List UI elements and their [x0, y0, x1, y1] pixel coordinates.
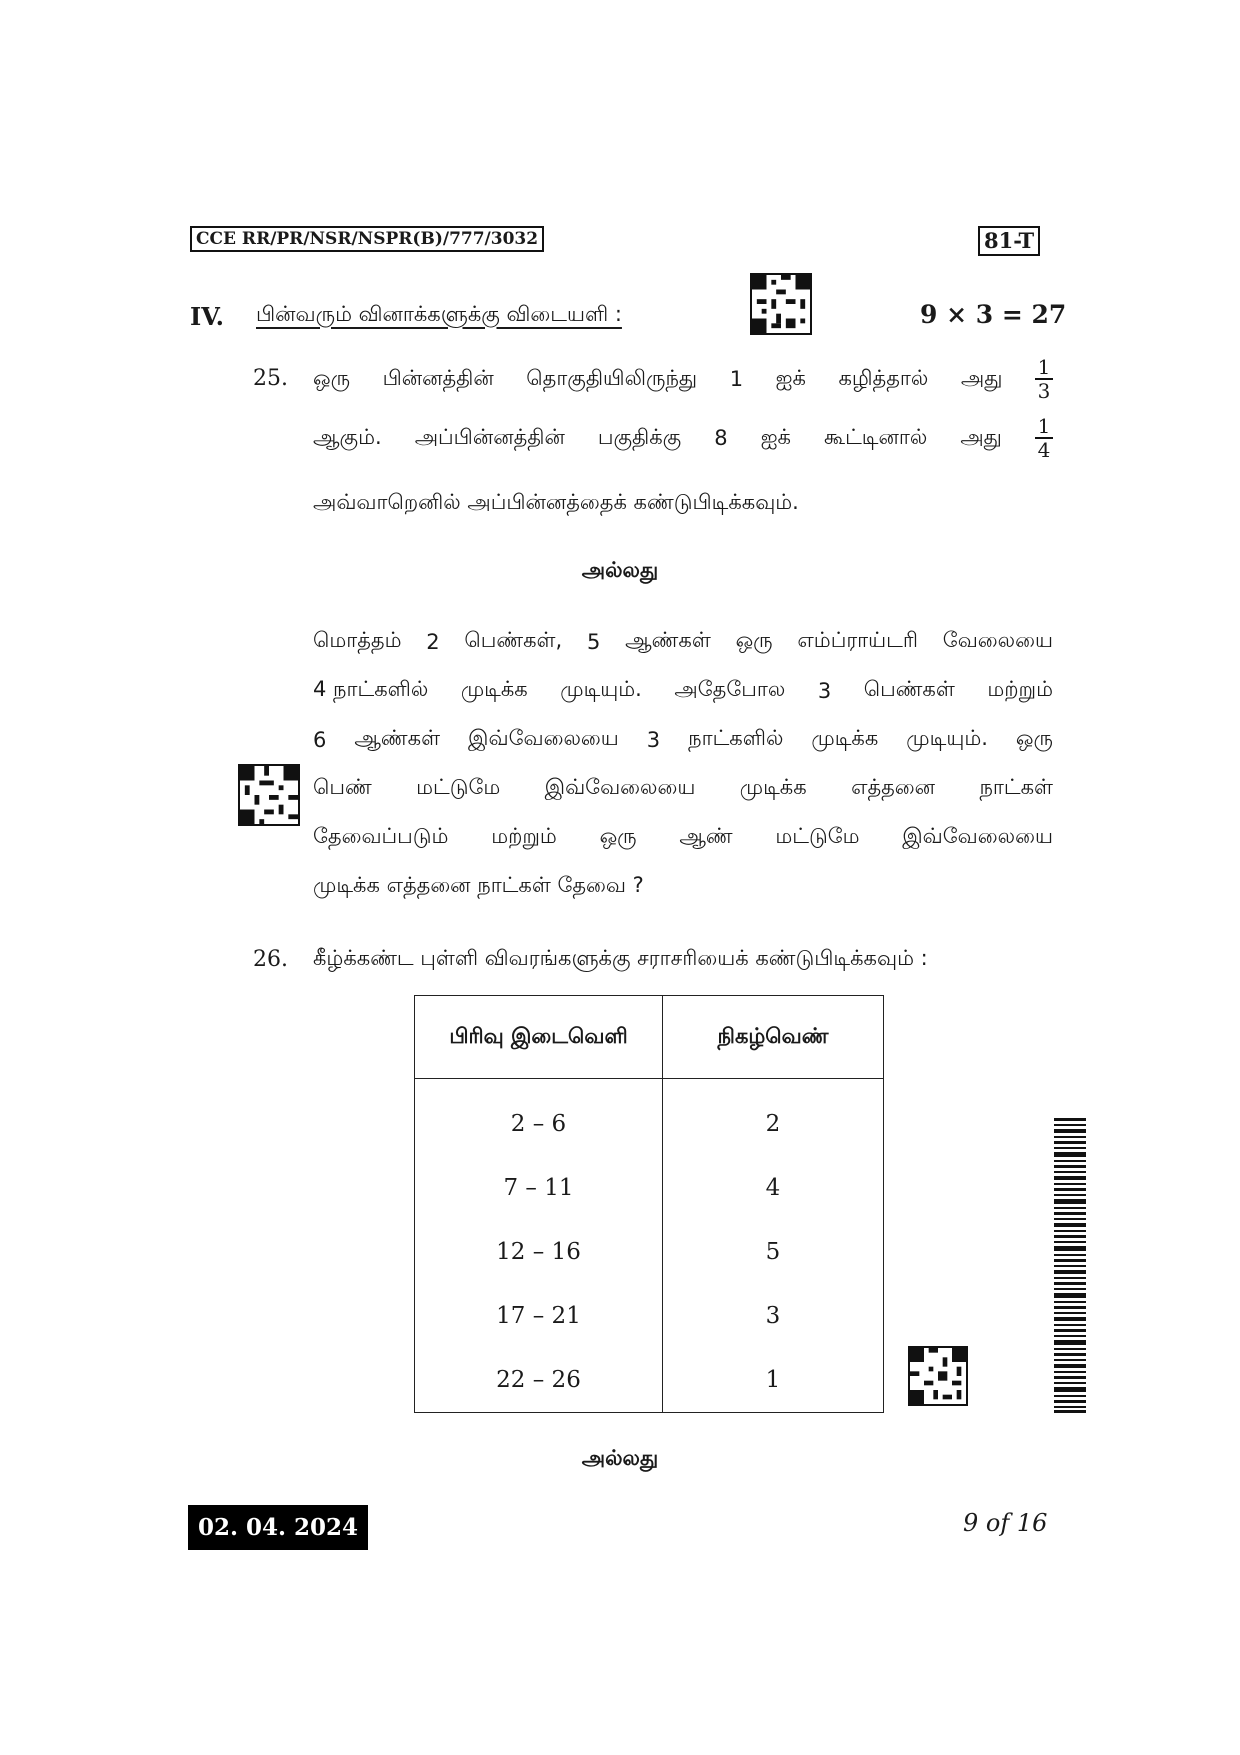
- q25-alt-line-3: 6 ஆண்கள் இவ்வேலையை 3 நாட்களில் முடிக்க முடியும். ஒரு: [313, 726, 1053, 752]
- section-marks: 9 × 3 = 27: [920, 300, 1067, 329]
- fraction-one-fourth: $\frac{1}{4}$: [1035, 415, 1053, 461]
- barcode-icon: [1054, 1118, 1086, 1413]
- table-row: 22 – 26 1: [415, 1348, 884, 1413]
- qr-code-icon: [750, 273, 812, 335]
- q25-alt-line-4: பெண் மட்டுமே இவ்வேலையை முடிக்க எத்தனை நாட்கள்: [313, 775, 1053, 799]
- section-number: IV.: [190, 302, 225, 331]
- q25-alt-line-2: 4 நாட்களில் முடிக்க முடியும். அதேபோல 3 பெண்கள் மற்றும்: [313, 677, 1053, 703]
- table-row: 7 – 11 4: [415, 1156, 884, 1220]
- q25-alt-line-5: தேவைப்படும் மற்றும் ஒரு ஆண் மட்டுமே இவ்வேலையை: [313, 824, 1053, 848]
- page-number: 9 of 16: [963, 1509, 1048, 1537]
- q26-text: கீழ்க்கண்ட புள்ளி விவரங்களுக்கு சராசரியைக் கண்டுபிடிக்கவும் :: [313, 946, 928, 970]
- q25-alt-last-line: முடிக்க எத்தனை நாட்கள் தேவை ?: [313, 873, 644, 897]
- frequency-table: [414, 995, 884, 1413]
- table-header-class-interval: பிரிவு இடைவெளி: [415, 996, 663, 1079]
- qr-code-icon: [238, 764, 300, 826]
- fraction-one-third: $\frac{1}{3}$: [1035, 356, 1053, 402]
- question-paper-code: CCE RR/PR/NSR/NSPR(B)/777/3032: [190, 226, 544, 252]
- qr-code-icon: [908, 1346, 968, 1406]
- table-row: 2 – 6 2: [415, 1079, 884, 1157]
- table-row: 17 – 21 3: [415, 1284, 884, 1348]
- table-row: 12 – 16 5: [415, 1220, 884, 1284]
- q25-alt-line-1: மொத்தம் 2 பெண்கள், 5 ஆண்கள் ஒரு எம்ப்ராய்டரி வேலையை: [313, 628, 1053, 654]
- question-number-25: 25.: [253, 366, 288, 391]
- table-header-frequency: நிகழ்வெண்: [663, 996, 884, 1079]
- paper-code: 81-T: [978, 226, 1040, 256]
- q25-line-3: அவ்வாறெனில் அப்பின்னத்தைக் கண்டுபிடிக்கவும்.: [313, 490, 799, 514]
- or-label-2: அல்லது: [581, 1446, 659, 1470]
- section-title: பின்வரும் வினாக்களுக்கு விடையளி :: [256, 302, 622, 326]
- q25-line-2: ஆகும். அப்பின்னத்தின் பகுதிக்கு 8 ஐக் கூட்டினால் அது $\frac{1}{4}$: [313, 415, 1053, 461]
- or-label: அல்லது: [581, 558, 659, 582]
- exam-date: 02. 04. 2024: [188, 1505, 368, 1550]
- question-number-26: 26.: [253, 947, 288, 972]
- q25-line-1: ஒரு பின்னத்தின் தொகுதியிலிருந்து 1 ஐக் கழித்தால் அது $\frac{1}{3}$: [313, 356, 1053, 402]
